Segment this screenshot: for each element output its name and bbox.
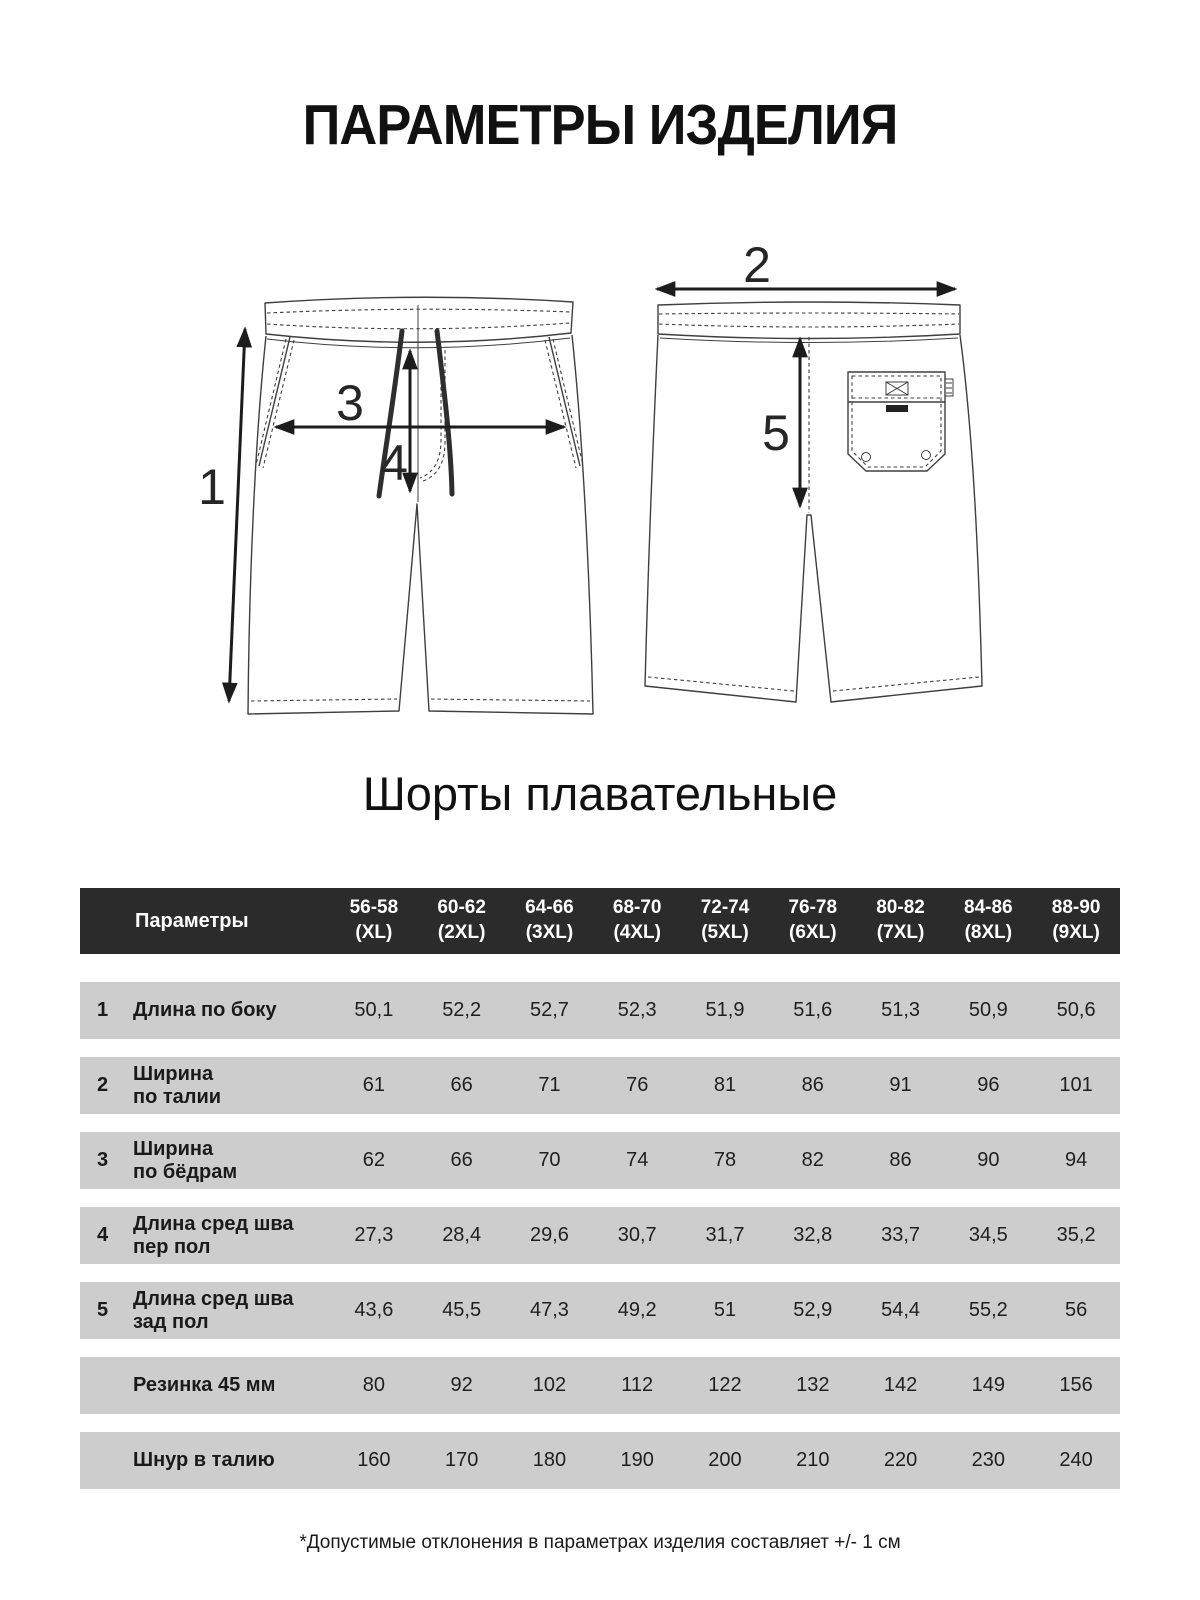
row-label-line: Длина сред шва bbox=[133, 1288, 294, 1311]
cell-value: 96 bbox=[977, 1074, 1000, 1096]
cell-value: 66 bbox=[450, 1074, 473, 1096]
cell-value: 80 bbox=[362, 1374, 385, 1396]
cell-value: 92 bbox=[450, 1374, 473, 1396]
cell-value: 55,2 bbox=[968, 1299, 1008, 1321]
cell-value: 90 bbox=[977, 1149, 1000, 1171]
cell-value: 49,2 bbox=[617, 1299, 657, 1321]
table-row bbox=[80, 1282, 1120, 1339]
row-label bbox=[125, 1374, 275, 1396]
cell-value: 156 bbox=[1059, 1374, 1093, 1396]
size-label: (XL) bbox=[355, 922, 393, 943]
row-number: 5 bbox=[96, 1299, 109, 1321]
row-number: 2 bbox=[96, 1074, 109, 1096]
row-label-line: Ширина bbox=[133, 1063, 214, 1086]
cell-value: 32,8 bbox=[793, 1224, 833, 1246]
cell-value: 33,7 bbox=[881, 1224, 921, 1246]
param-col-header: Параметры bbox=[135, 909, 249, 932]
cell-value: 190 bbox=[620, 1449, 654, 1471]
row-label-cell bbox=[80, 1138, 330, 1183]
cell-value: 76 bbox=[626, 1074, 649, 1096]
cell-value: 132 bbox=[796, 1374, 830, 1396]
cell-value: 74 bbox=[626, 1149, 649, 1171]
cell-value: 149 bbox=[971, 1374, 1006, 1396]
cell-value: 43,6 bbox=[354, 1299, 394, 1321]
row-label bbox=[125, 1063, 221, 1108]
size-range: 72-74 bbox=[700, 897, 750, 919]
row-label-cell bbox=[80, 999, 330, 1022]
row-number: 1 bbox=[96, 999, 109, 1021]
cell-value: 54,4 bbox=[881, 1299, 921, 1321]
size-col-header bbox=[593, 896, 681, 945]
cell-value: 61 bbox=[362, 1074, 385, 1096]
cell-value: 101 bbox=[1059, 1074, 1093, 1096]
cell-value: 240 bbox=[1059, 1449, 1093, 1471]
size-range: 88-90 bbox=[1051, 897, 1101, 919]
tolerance-footnote: *Допустимые отклонения в параметрах изделия составляет +/- 1 см bbox=[299, 1532, 901, 1553]
row-label-cell bbox=[80, 1063, 330, 1108]
drawstring-right bbox=[437, 331, 452, 494]
cell-value: 82 bbox=[801, 1149, 824, 1171]
row-label bbox=[125, 999, 277, 1021]
size-label: (5XL) bbox=[701, 922, 749, 943]
cell-value: 30,7 bbox=[617, 1224, 657, 1246]
size-label: (8XL) bbox=[964, 922, 1013, 943]
cell-value: 45,5 bbox=[442, 1299, 482, 1321]
size-label: (7XL) bbox=[876, 922, 925, 943]
size-col-header bbox=[944, 896, 1032, 945]
size-label: (9XL) bbox=[1052, 922, 1100, 943]
cell-value: 28,4 bbox=[442, 1224, 482, 1246]
cell-value: 62 bbox=[362, 1149, 385, 1171]
back-view-drawing bbox=[645, 237, 982, 702]
row-label-line: по талии bbox=[133, 1085, 222, 1108]
measure-arrow-1 bbox=[229, 329, 245, 701]
row-label-line: зад пол bbox=[133, 1310, 209, 1333]
row-label-cell bbox=[80, 1449, 330, 1471]
size-range: 64-66 bbox=[525, 897, 574, 919]
shorts-technical-drawing bbox=[0, 230, 1200, 750]
size-range: 80-82 bbox=[876, 897, 925, 919]
cell-value: 31,7 bbox=[705, 1224, 745, 1246]
row-label-line: пер пол bbox=[133, 1235, 211, 1258]
cell-value: 112 bbox=[621, 1374, 654, 1396]
size-col-header bbox=[1032, 896, 1120, 945]
table-row bbox=[80, 1132, 1120, 1189]
size-col-header bbox=[506, 896, 594, 945]
cell-value: 52,3 bbox=[617, 999, 657, 1021]
size-label: (6XL) bbox=[789, 922, 837, 943]
row-number: 3 bbox=[96, 1149, 109, 1171]
row-label-line: по бёдрам bbox=[133, 1160, 238, 1183]
size-table bbox=[80, 888, 1120, 1507]
cell-value: 27,3 bbox=[354, 1224, 394, 1246]
product-name: Шорты плавательные bbox=[362, 767, 838, 820]
size-label: (3XL) bbox=[525, 922, 574, 943]
row-label-line: Длина сред шва bbox=[133, 1213, 294, 1236]
size-range: 68-70 bbox=[612, 897, 662, 919]
row-label bbox=[125, 1449, 275, 1471]
row-label bbox=[125, 1213, 294, 1258]
row-label-cell bbox=[80, 1288, 330, 1333]
cell-value: 29,6 bbox=[529, 1224, 569, 1246]
cell-value: 51,9 bbox=[705, 999, 745, 1021]
cell-value: 102 bbox=[532, 1374, 567, 1396]
measure-label-3: 3 bbox=[336, 375, 364, 431]
cell-value: 50,9 bbox=[968, 999, 1008, 1021]
cell-value: 52,2 bbox=[442, 999, 482, 1021]
table-row bbox=[80, 982, 1120, 1039]
size-range: 60-62 bbox=[437, 897, 486, 919]
cell-value: 35,2 bbox=[1056, 1224, 1096, 1246]
pocket-loop bbox=[886, 405, 908, 412]
cell-value: 47,3 bbox=[529, 1299, 569, 1321]
row-label-line: Ширина bbox=[133, 1138, 214, 1161]
size-col-header bbox=[418, 896, 506, 945]
cell-value: 70 bbox=[538, 1149, 561, 1171]
cell-value: 86 bbox=[801, 1074, 824, 1096]
cell-value: 51,3 bbox=[881, 999, 921, 1021]
size-range: 56-58 bbox=[349, 897, 399, 919]
size-col-header bbox=[681, 896, 769, 945]
cell-value: 52,7 bbox=[529, 999, 569, 1021]
table-row bbox=[80, 1207, 1120, 1264]
size-label: (2XL) bbox=[437, 922, 486, 943]
size-label: (4XL) bbox=[613, 922, 661, 943]
table-row bbox=[80, 1057, 1120, 1114]
measure-label-2: 2 bbox=[743, 237, 771, 293]
cell-value: 94 bbox=[1064, 1149, 1088, 1171]
size-col-header bbox=[769, 896, 857, 945]
cell-value: 91 bbox=[889, 1074, 912, 1096]
row-number: 4 bbox=[96, 1224, 109, 1246]
cell-value: 51 bbox=[713, 1299, 737, 1321]
cell-value: 180 bbox=[532, 1449, 567, 1471]
back-pocket bbox=[848, 372, 953, 471]
front-view-drawing bbox=[198, 297, 593, 714]
cell-value: 34,5 bbox=[968, 1224, 1008, 1246]
cell-value: 50,6 bbox=[1056, 999, 1096, 1021]
row-label-cell bbox=[80, 1213, 330, 1258]
table-body bbox=[80, 982, 1120, 1489]
cell-value: 170 bbox=[444, 1449, 479, 1471]
cell-value: 86 bbox=[889, 1149, 912, 1171]
row-label-cell bbox=[80, 1374, 330, 1396]
cell-value: 81 bbox=[713, 1074, 737, 1096]
cell-value: 52,9 bbox=[793, 1299, 833, 1321]
cell-value: 220 bbox=[883, 1449, 918, 1471]
measure-label-5: 5 bbox=[762, 405, 790, 461]
cell-value: 50,1 bbox=[354, 999, 394, 1021]
size-range: 84-86 bbox=[964, 897, 1013, 919]
cell-value: 78 bbox=[713, 1149, 737, 1171]
row-label-line: Шнур в талию bbox=[133, 1449, 275, 1472]
size-col-header bbox=[330, 896, 418, 945]
cell-value: 66 bbox=[450, 1149, 473, 1171]
cell-value: 160 bbox=[357, 1449, 391, 1471]
cell-value: 230 bbox=[971, 1449, 1006, 1471]
cell-value: 71 bbox=[538, 1074, 561, 1096]
measure-label-4: 4 bbox=[380, 435, 408, 491]
cell-value: 142 bbox=[883, 1374, 918, 1396]
row-label bbox=[125, 1288, 294, 1333]
row-label-line: Длина по боку bbox=[133, 999, 277, 1022]
cell-value: 210 bbox=[796, 1449, 830, 1471]
size-range: 76-78 bbox=[788, 897, 838, 919]
table-row bbox=[80, 1357, 1120, 1414]
cell-value: 200 bbox=[708, 1449, 742, 1471]
table-header bbox=[80, 888, 1120, 954]
cell-value: 51,6 bbox=[793, 999, 833, 1021]
page-title: ПАРАМЕТРЫ ИЗДЕЛИЯ bbox=[302, 93, 898, 157]
measure-label-1: 1 bbox=[198, 459, 226, 515]
row-label-line: Резинка 45 мм bbox=[133, 1374, 276, 1397]
size-col-header bbox=[857, 896, 945, 945]
cell-value: 56 bbox=[1064, 1299, 1088, 1321]
table-row bbox=[80, 1432, 1120, 1489]
cell-value: 122 bbox=[708, 1374, 742, 1396]
row-label bbox=[125, 1138, 237, 1183]
